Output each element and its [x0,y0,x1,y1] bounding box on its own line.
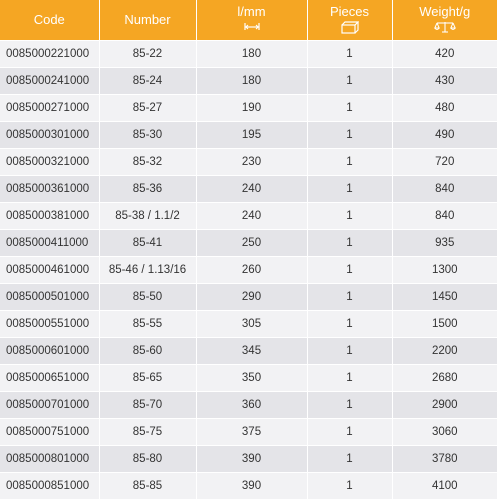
cell-code: 0085000651000 [0,364,99,391]
cell-number: 85-32 [99,148,196,175]
cell-weight: 3060 [392,418,497,445]
cell-length: 250 [196,229,307,256]
cell-number: 85-55 [99,310,196,337]
cell-weight: 935 [392,229,497,256]
cell-length: 390 [196,472,307,499]
cell-code: 0085000361000 [0,175,99,202]
cell-pieces: 1 [307,202,392,229]
cell-code: 0085000381000 [0,202,99,229]
cell-pieces: 1 [307,337,392,364]
cell-weight: 480 [392,94,497,121]
cell-number: 85-80 [99,445,196,472]
cell-weight: 1450 [392,283,497,310]
table-row [0,40,497,67]
table-row [0,229,497,256]
cell-weight: 430 [392,67,497,94]
table-row [0,94,497,121]
table-row [0,202,497,229]
cell-code: 0085000551000 [0,310,99,337]
cell-pieces: 1 [307,94,392,121]
cell-length: 305 [196,310,307,337]
cell-weight: 490 [392,121,497,148]
cell-number: 85-41 [99,229,196,256]
header-number-label: Number [124,11,171,27]
cell-length: 390 [196,445,307,472]
cell-code: 0085000221000 [0,40,99,67]
cell-pieces: 1 [307,472,392,499]
cell-code: 0085000601000 [0,337,99,364]
table-row [0,283,497,310]
table-row [0,310,497,337]
table-header [0,0,497,40]
cell-code: 0085000801000 [0,445,99,472]
cell-pieces: 1 [307,121,392,148]
cell-code: 0085000851000 [0,472,99,499]
cell-length: 180 [196,40,307,67]
cell-number: 85-46 / 1.13/16 [99,256,196,283]
cell-weight: 3780 [392,445,497,472]
cell-weight: 1500 [392,310,497,337]
cell-weight: 840 [392,175,497,202]
cell-number: 85-38 / 1.1/2 [99,202,196,229]
table-row [0,67,497,94]
cell-length: 260 [196,256,307,283]
cell-code: 0085000701000 [0,391,99,418]
cell-length: 350 [196,364,307,391]
header-pieces [307,0,392,40]
cell-length: 195 [196,121,307,148]
cell-number: 85-27 [99,94,196,121]
cell-code: 0085000321000 [0,148,99,175]
cell-pieces: 1 [307,67,392,94]
table-row [0,418,497,445]
table-row [0,148,497,175]
cell-weight: 720 [392,148,497,175]
cell-weight: 2680 [392,364,497,391]
cell-pieces: 1 [307,418,392,445]
table-row [0,391,497,418]
table-row [0,472,497,499]
cell-length: 240 [196,175,307,202]
cell-pieces: 1 [307,256,392,283]
cell-pieces: 1 [307,40,392,67]
cell-number: 85-65 [99,364,196,391]
cell-pieces: 1 [307,229,392,256]
cell-pieces: 1 [307,445,392,472]
table-row [0,445,497,472]
cell-length: 240 [196,202,307,229]
header-code-label: Code [33,11,65,27]
cell-number: 85-24 [99,67,196,94]
table-body [0,40,497,499]
balance-scale-icon [393,21,497,35]
header-length [196,0,307,40]
cell-weight: 4100 [392,472,497,499]
header-number [99,0,196,40]
length-arrow-icon [197,21,307,35]
header-row [0,0,497,40]
package-box-icon [308,21,392,35]
cell-code: 0085000461000 [0,256,99,283]
table-row [0,364,497,391]
cell-number: 85-70 [99,391,196,418]
table-row [0,121,497,148]
cell-number: 85-60 [99,337,196,364]
cell-pieces: 1 [307,391,392,418]
cell-number: 85-75 [99,418,196,445]
cell-length: 345 [196,337,307,364]
cell-weight: 2200 [392,337,497,364]
cell-pieces: 1 [307,283,392,310]
cell-pieces: 1 [307,148,392,175]
cell-length: 230 [196,148,307,175]
cell-code: 0085000301000 [0,121,99,148]
cell-code: 0085000411000 [0,229,99,256]
cell-code: 0085000751000 [0,418,99,445]
cell-number: 85-36 [99,175,196,202]
header-length-label: l/mm [237,3,266,19]
table-row [0,337,497,364]
cell-pieces: 1 [307,175,392,202]
cell-weight: 840 [392,202,497,229]
header-code [0,0,99,40]
cell-code: 0085000241000 [0,67,99,94]
cell-length: 190 [196,94,307,121]
cell-weight: 1300 [392,256,497,283]
cell-code: 0085000271000 [0,94,99,121]
header-pieces-label: Pieces [329,3,370,19]
header-weight [392,0,497,40]
cell-number: 85-22 [99,40,196,67]
cell-weight: 420 [392,40,497,67]
cell-length: 375 [196,418,307,445]
cell-length: 360 [196,391,307,418]
table-row [0,175,497,202]
header-weight-label: Weight/g [419,3,471,19]
cell-length: 290 [196,283,307,310]
cell-number: 85-50 [99,283,196,310]
cell-length: 180 [196,67,307,94]
table-row [0,256,497,283]
cell-pieces: 1 [307,310,392,337]
cell-number: 85-85 [99,472,196,499]
cell-code: 0085000501000 [0,283,99,310]
cell-pieces: 1 [307,364,392,391]
cell-weight: 2900 [392,391,497,418]
cell-number: 85-30 [99,121,196,148]
